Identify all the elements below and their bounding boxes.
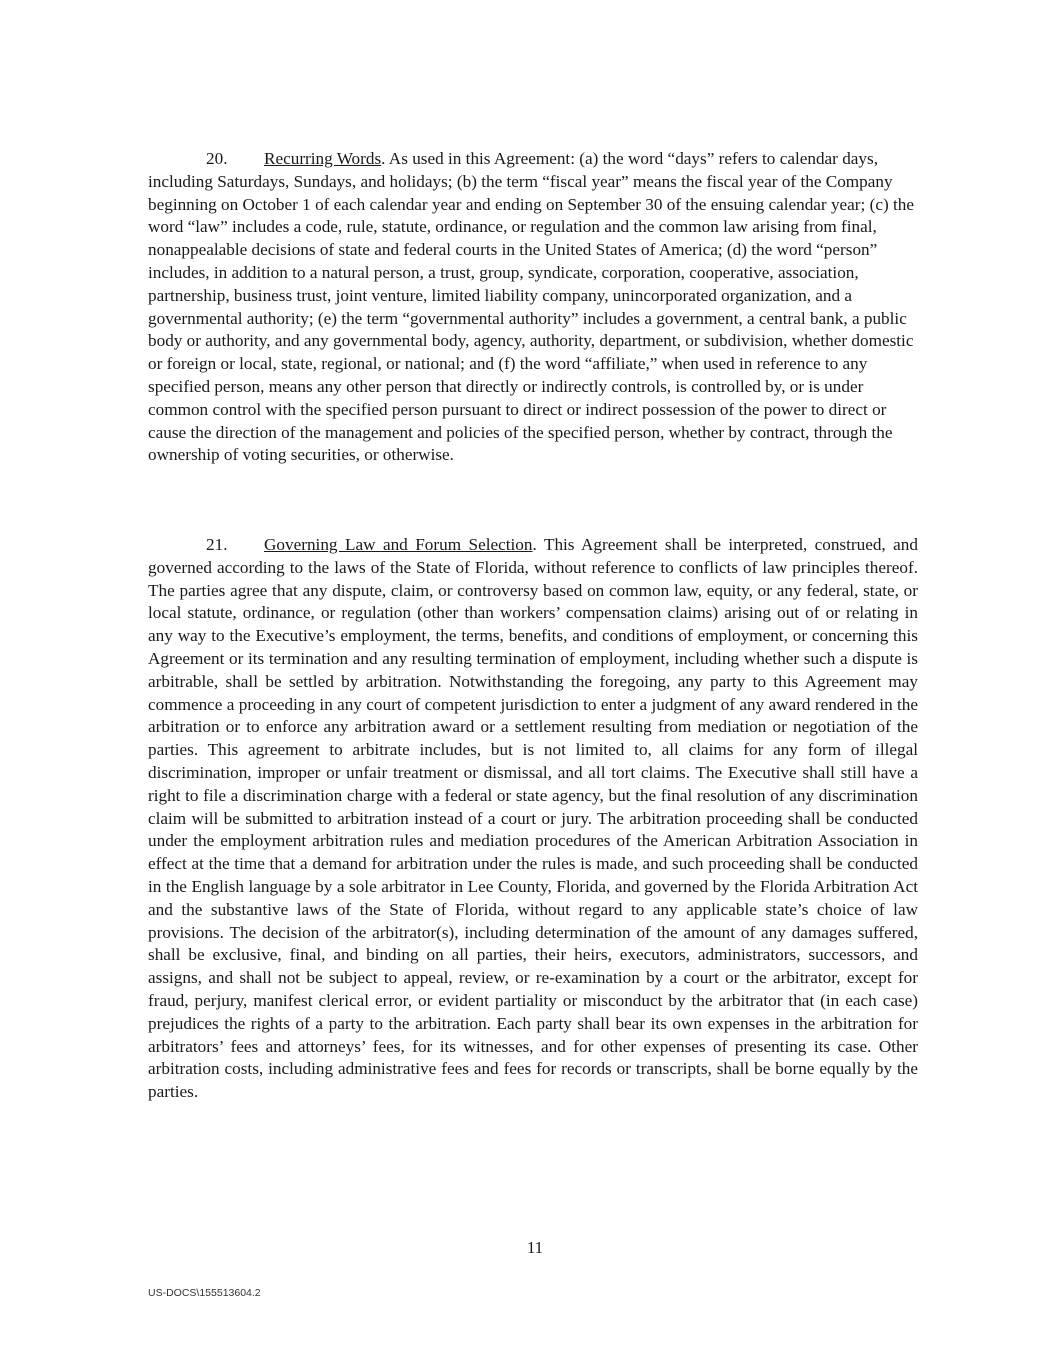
section-21-body: . This Agreement shall be interpreted, construed, and governed according to the laws of the State of Florida, without reference to conflicts of law principles thereof. The parties agree that any dispute, claim, or controversy based on common law, equity, or any federal, state, or local statute, ordinance, or regulation (other than workers’ compensation claims) arising out of or relating in any way to the Executive’s employment, the terms, benefits, and conditions of employment, or concerning this Agreement or its termination and any resulting termination of employment, including whether such a dispute is arbitrable, shall be settled by arbitration. Notwithstanding the foregoing, any party to this Agreement may commence a proceeding in any court of competent jurisdiction to enter a judgment of any award rendered in the arbitration or to enforce any arbitration award or a settlement resulting from mediation or negotiation of the parties. This agreement to arbitrate includes, but is not limited to, all claims for any form of illegal discrimination, improper or unfair treatment or dismissal, and all tort claims. The Executive shall still have a right to file a discrimination charge with a federal or state agency, but the final resolution of any discrimination claim will be submitted to arbitration instead of a court or jury. The arbitration proceeding shall be conducted under the employment arbitration rules and mediation procedures of the American Arbitration Association in effect at the time that a demand for arbitration under the rules is made, and such proceeding shall be conducted in the English language by a sole arbitrator in Lee County, Florida, and governed by the Florida Arbitration Act and the substantive laws of the State of Florida, without regard to any applicable state’s choice of law provisions. The decision of the arbitrator(s), including determination of the amount of any damages suffered, shall be exclusive, final, and binding on all parties, their heirs, executors, administrators, successors, and assigns, and shall not be subject to appeal, review, or re-examination by a court or the arbitrator, except for fraud, perjury, manifest clerical error, or evident partiality or misconduct by the arbitrator that (in each case) prejudices the rights of a party to the arbitration. Each party shall bear its own expenses in the arbitration for arbitrators’ fees and attorneys’ fees, for its witnesses, and for other expenses of presenting its case. Other arbitration costs, including administrative fees and fees for records or transcripts, shall be borne equally by the parties.	[148, 535, 918, 1102]
section-20-body: . As used in this Agreement: (a) the word “days” refers to calendar days, including Saturdays, Sundays, and holidays; (b) the term “fiscal year” means the fiscal year of the Company beginning on October 1 of each calendar year and ending on September 30 of the ensuing calendar year; (c) the word “law” includes a code, rule, statute, ordinance, or regulation and the common law arising from final, nonappealable decisions of state and federal courts in the United States of America; (d) the word “person” includes, in addition to a natural person, a trust, group, syndicate, corporation, cooperative, association, partnership, business trust, joint venture, limited liability company, unincorporated organization, and a governmental authority; (e) the term “governmental authority” includes a government, a central bank, a public body or authority, and any governmental body, agency, authority, department, or subdivision, whether domestic or foreign or local, state, regional, or national; and (f) the word “affiliate,” when used in reference to any specified person, means any other person that directly or indirectly controls, is controlled by, or is under common control with the specified person pursuant to direct or indirect possession of the power to direct or cause the direction of the management and policies of the specified person, whether by contract, through the ownership of voting securities, or otherwise.	[148, 149, 914, 465]
section-21-number: 21.	[206, 535, 228, 554]
section-20-heading: Recurring Words	[264, 149, 382, 168]
section-20-number: 20.	[206, 149, 228, 168]
page-number: 11	[526, 1238, 544, 1257]
document-id: US-DOCS\155513604.2	[148, 1287, 261, 1299]
section-20-paragraph	[148, 148, 918, 467]
section-21-paragraph	[148, 534, 918, 1104]
section-21-heading: Governing Law and Forum Selection	[264, 535, 533, 554]
